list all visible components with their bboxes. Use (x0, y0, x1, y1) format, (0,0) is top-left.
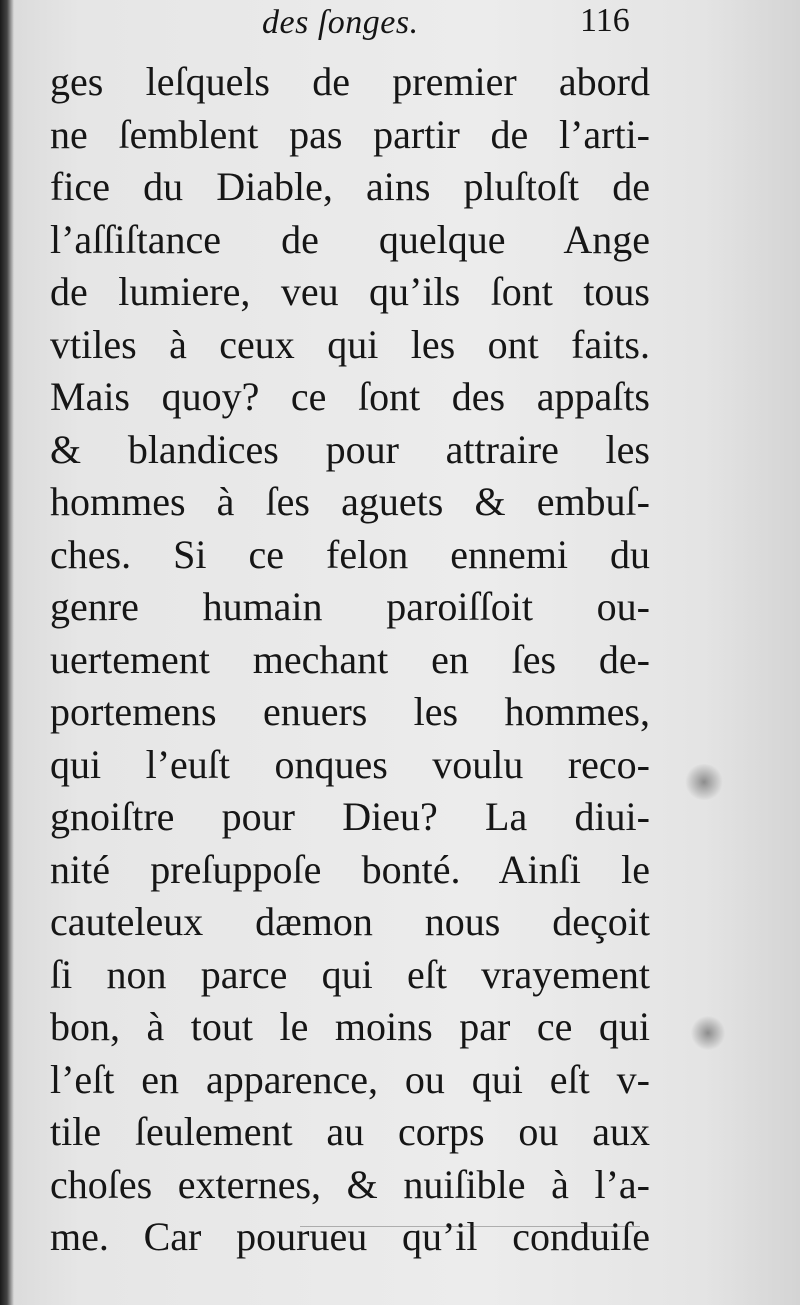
text-line: genre humain paroiſſoit ou- (50, 584, 650, 629)
text-line: choſes externes, & nuiſible à l’a- (50, 1161, 650, 1207)
text-line: Mais quoy? ce ſont des appaſts (50, 374, 650, 419)
text-line: ches. Si ce felon ennemi du (50, 531, 650, 577)
text-line: l’aſſiſtance de quelque Ange (50, 216, 650, 262)
text-line: qui l’euſt onques voulu reco- (50, 741, 650, 787)
text-line: & blandices pour attraire les (50, 426, 650, 472)
text-line: me. Car pourueu qu’il conduiſe (50, 1214, 650, 1259)
text-line: de lumiere, veu qu’ils ſont tous (50, 269, 650, 314)
body-text (50, 56, 650, 1264)
text-line: nité preſuppoſe bonté. Ainſi le (50, 846, 650, 892)
text-line: tile ſeulement au corps ou aux (50, 1109, 650, 1154)
page-number: 116 (580, 2, 630, 39)
ink-smudge (684, 764, 724, 800)
page-header (0, 0, 800, 48)
running-head: des ſonges. (262, 4, 419, 41)
text-line: portemens enuers les hommes, (50, 689, 650, 734)
text-line: bon, à tout le moins par ce qui (50, 1004, 650, 1049)
bottom-rule (300, 1226, 640, 1227)
text-line: ne ſemblent pas partir de l’arti- (50, 111, 650, 157)
text-line: fice du Diable, ains pluſtoſt de (50, 164, 650, 209)
text-line: ſi non parce qui eſt vrayement (50, 951, 650, 997)
text-line: l’eſt en apparence, ou qui eſt v- (50, 1056, 650, 1102)
text-line: gnoiſtre pour Dieu? La diui- (50, 794, 650, 839)
text-line: cauteleux dæmon nous deçoit (50, 899, 650, 944)
text-line: hommes à ſes aguets & embuſ- (50, 479, 650, 524)
ink-smudge (690, 1016, 726, 1050)
text-line: uertement mechant en ſes de- (50, 636, 650, 682)
binding-shadow (0, 0, 14, 1305)
text-line: ges leſquels de premier abord (50, 59, 650, 104)
text-line: vtiles à ceux qui les ont faits. (50, 321, 650, 367)
